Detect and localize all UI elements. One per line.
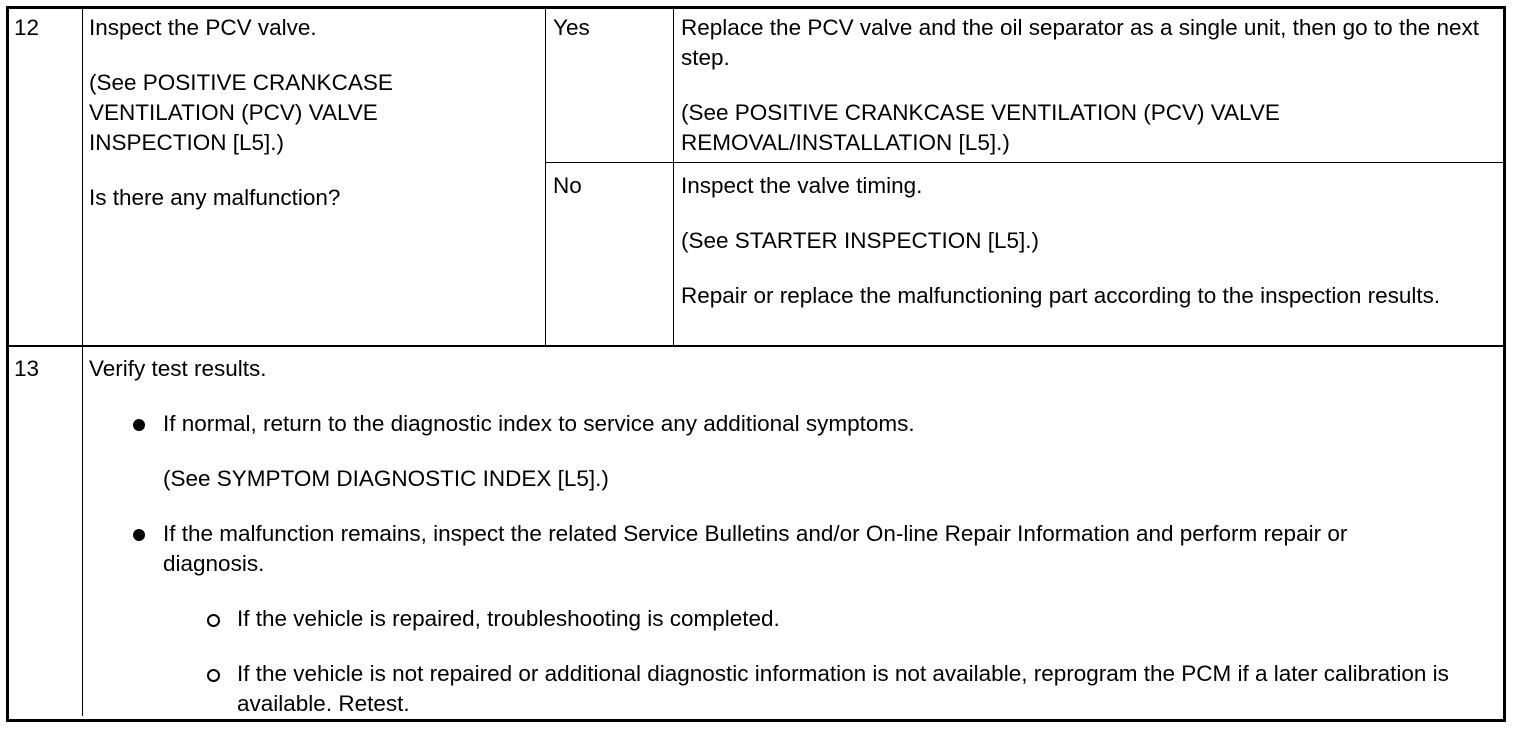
step-12-question [89, 13, 459, 213]
step-number-text: 12 [14, 15, 40, 40]
answer-yes-label: Yes [553, 15, 590, 40]
answer-yes [553, 13, 590, 43]
bullet-item [89, 409, 1489, 439]
question-prompt: Is there any malfunction? [89, 185, 341, 210]
action-no-line-3: Repair or replace the malfunctioning part according to the inspection results. [681, 283, 1441, 308]
step-number-13 [14, 354, 39, 384]
sub-bullet-text: If the vehicle is repaired, troubleshooting is completed. [237, 606, 780, 631]
diagnostic-table [6, 6, 1506, 722]
sub-bullet-circle-icon [207, 669, 220, 682]
divider-yes-no [545, 162, 1503, 163]
step-number-text: 13 [14, 356, 40, 381]
action-no-line-1: Inspect the valve timing. [681, 173, 923, 198]
bullet-dot-icon [133, 529, 145, 541]
question-line-1: Inspect the PCV valve. [89, 15, 317, 40]
bullet-item [89, 519, 1383, 579]
answer-no-label: No [553, 173, 582, 198]
sub-bullet-item [89, 604, 1489, 634]
step-number-12 [14, 13, 39, 43]
action-yes [681, 13, 1491, 158]
divider-question-column [545, 9, 546, 345]
answer-no [553, 171, 582, 201]
bullet-text: If the malfunction remains, inspect the related Service Bulletins and/or On-line Repair Information and perform repair or diagnosis. [163, 521, 1348, 576]
bullet-text: If normal, return to the diagnostic index to service any additional symptoms. [163, 411, 915, 436]
sub-bullet-item [89, 659, 1457, 719]
sub-bullet-text: If the vehicle is not repaired or additional diagnostic information is not available, reprogram the PCM if a later calibration is available. Retest. [237, 661, 1449, 716]
action-no-reference: (See STARTER INSPECTION [L5].) [681, 228, 1040, 253]
sub-bullet-circle-icon [207, 614, 220, 627]
divider-answer-column [673, 9, 674, 345]
action-yes-reference: (See POSITIVE CRANKCASE VENTILATION (PCV) VALVE REMOVAL/INSTALLATION [L5].) [681, 100, 1280, 155]
step-13-content [89, 354, 1489, 719]
action-yes-line-1: Replace the PCV valve and the oil separator as a single unit, then go to the next step. [681, 15, 1480, 70]
step-13-title: Verify test results. [89, 356, 267, 381]
divider-step-column [82, 9, 83, 716]
action-no [681, 171, 1481, 311]
divider-step-rows [9, 345, 1503, 347]
question-reference: (See POSITIVE CRANKCASE VENTILATION (PCV) VALVE INSPECTION [L5].) [89, 70, 393, 155]
bullet-reference-row [89, 464, 1489, 494]
bullet-reference: (See SYMPTOM DIAGNOSTIC INDEX [L5].) [163, 466, 609, 491]
bullet-dot-icon [133, 419, 145, 431]
